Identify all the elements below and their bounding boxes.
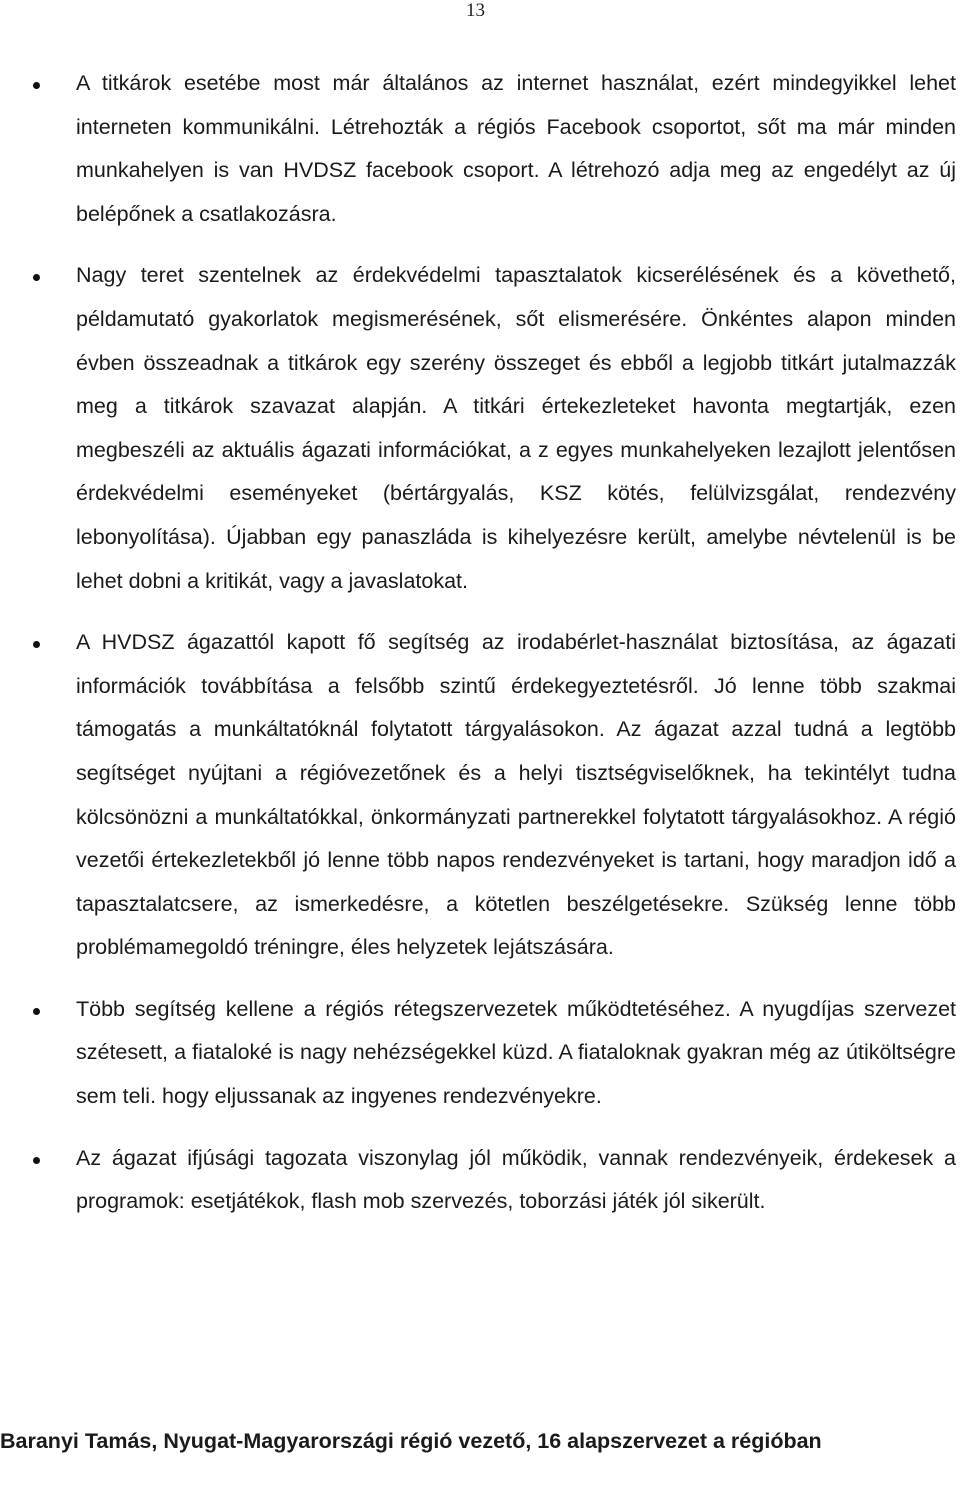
bullet-icon (33, 1157, 40, 1164)
list-item (0, 254, 956, 603)
bullet-icon (33, 1008, 40, 1015)
list-item (0, 1137, 956, 1224)
bullet-icon (33, 274, 40, 281)
list-item (0, 621, 956, 970)
bullet-text: Az ágazat ifjúsági tagozata viszonylag jól működik, vannak rendezvényeik, érdekesek a programok: esetjátékok, flash mob szervezés, toborzási játék jól sikerült. (76, 1145, 956, 1214)
bullet-list (0, 62, 960, 1242)
signature: Baranyi Tamás, Nyugat-Magyarországi régió vezető, 16 alapszervezet a régióban (0, 1429, 822, 1453)
bullet-text: A HVDSZ ágazattól kapott fő segítség az irodabérlet-használat biztosítása, az ágazati információk továbbítása a felsőbb szintű érdekegyeztetésről. Jó lenne több szakmai támogatás a munkáltatóknál folytatott tárgyalásokon. Az ágazat azzal tudná a legtöbb segítséget nyújtani a régióvezetőnek és a helyi tisztségviselőknek, ha tekintélyt tudna kölcsönözni a munkáltatókkal, önkormányzati partnerekkel folytatott tárgyalásokhoz. A régió vezetői értekezletekből jó lenne több napos rendezvényeket is tartani, hogy maradjon idő a tapasztalatcsere, az ismerkedésre, a kötetlen beszélgetésekre. Szükség lenne több problémamegoldó tréningre, éles helyzetek lejátszására. (76, 630, 956, 960)
list-item (0, 62, 956, 236)
bullet-text: A titkárok esetébe most már általános az internet használat, ezért mindegyikkel lehet interneten kommunikálni. Létrehozták a régiós Facebook csoportot, sőt ma már minden munkahelyen is van HVDSZ facebook csoport. A létrehozó adja meg az engedélyt az új belépőnek a csatlakozásra. (76, 71, 956, 226)
bullet-icon (33, 641, 40, 648)
bullet-icon (33, 82, 40, 89)
bullet-text: Nagy teret szentelnek az érdekvédelmi tapasztalatok kicserélésének és a követhető, példamutató gyakorlatok megismerésének, sőt elismerésére. Önkéntes alapon minden évben összeadnak a titkárok egy szerény összeget és ebből a legjobb titkárt jutalmazzák meg a titkárok szavazat alapján. A titkári értekezleteket havonta megtartják, ezen megbeszéli az aktuális ágazati információkat, a z egyes munkahelyeken lezajlott jelentősen érdekvédelmi eseményeket (bértárgyalás, KSZ kötés, felülvizsgálat, rendezvény lebonyolítása). Újabban egy panaszláda is kihelyezésre került, amelybe névtelenül is be lehet dobni a kritikát, vagy a javaslatokat. (76, 263, 956, 593)
bullet-text: Több segítség kellene a régiós rétegszervezetek működtetéséhez. A nyugdíjas szervezet szétesett, a fiataloké is nagy nehézségekkel küzd. A fiataloknak gyakran még az útiköltségre sem teli. hogy eljussanak az ingyenes rendezvényekre. (76, 996, 956, 1109)
list-item (0, 988, 956, 1119)
page-number: 13 (466, 0, 485, 21)
